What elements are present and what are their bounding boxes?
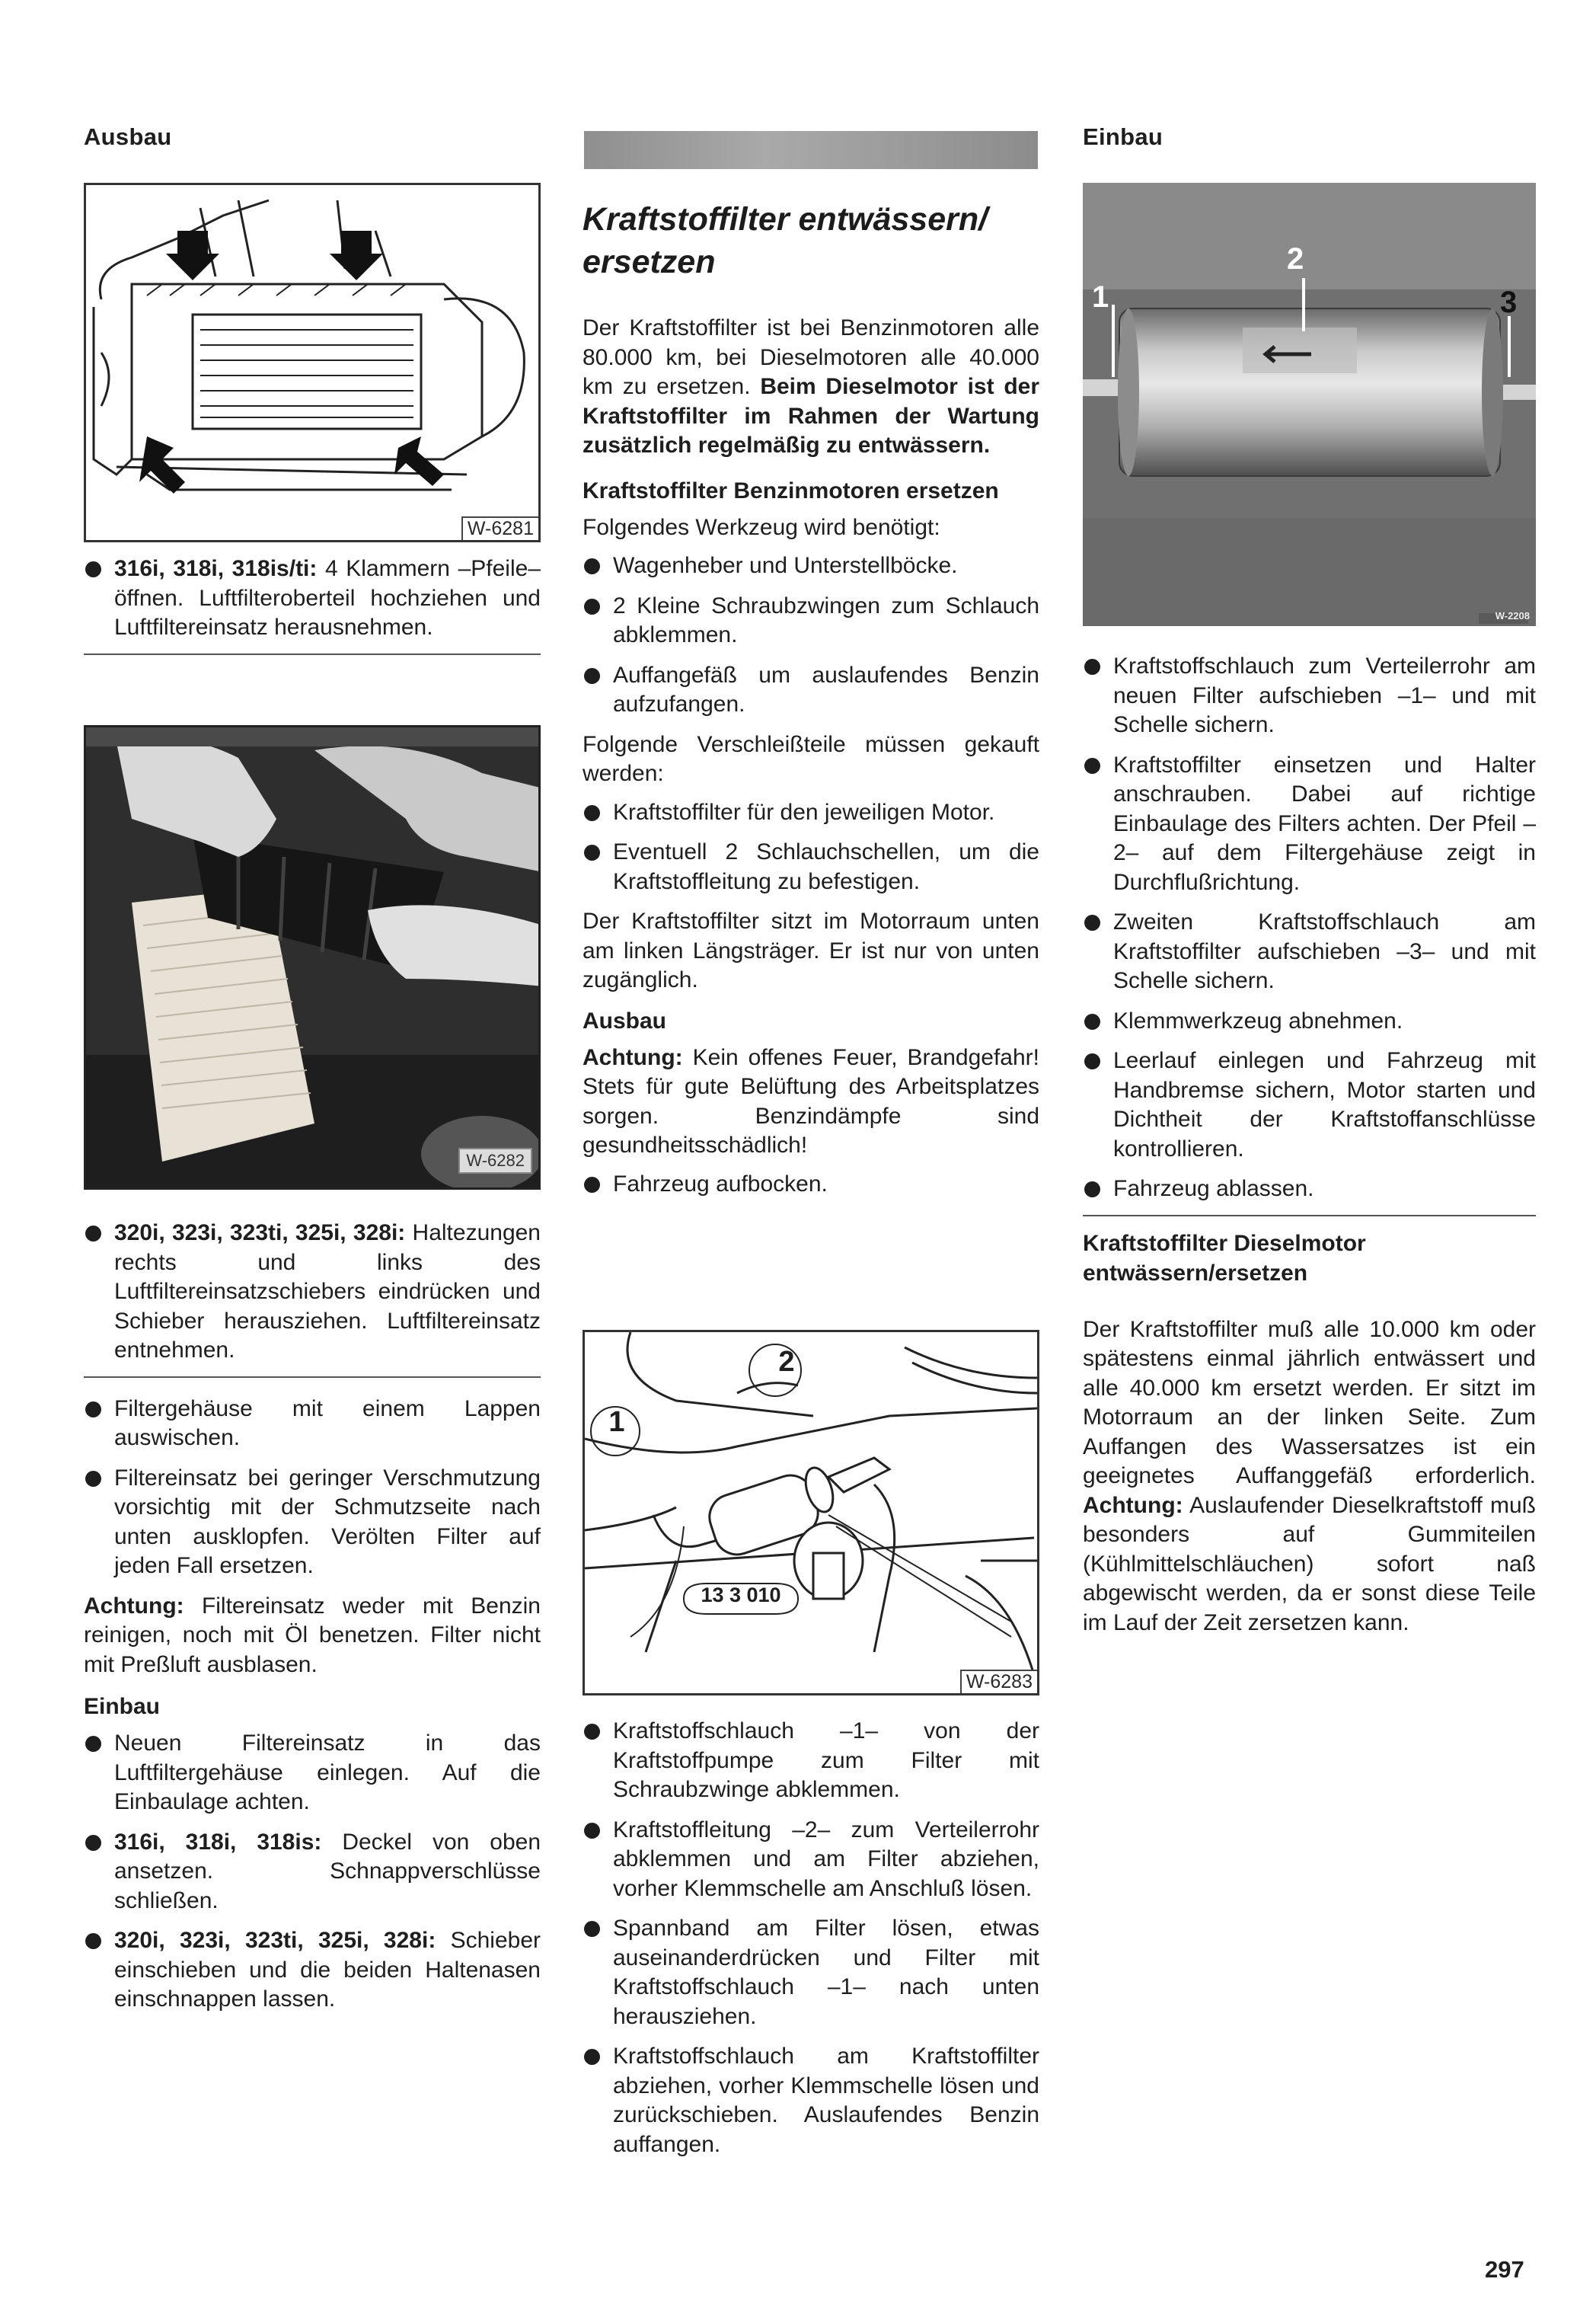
divider [1083, 1215, 1536, 1216]
air-filter-photo [84, 725, 541, 1190]
divider [84, 654, 541, 655]
divider [84, 1376, 541, 1378]
air-filter-diagram [86, 185, 538, 540]
list-item: Filtereinsatz bei geringer Verschmutzung vorsichtig mit der Schmutzseite nach unten ausklopfen. Verölten Filter auf jeden Fall ersetzen. [84, 1464, 541, 1581]
fuel-filter-photo [1083, 183, 1536, 626]
list-item: 316i, 318i, 318is: Deckel von oben ansetzen. Schnappverschlüsse schließen. [84, 1828, 541, 1916]
list-item: Neuen Filtereinsatz in das Luftfiltergehäuse einlegen. Auf die Einbaulage achten. [84, 1729, 541, 1817]
list-item: Auffangefäß um auslaufendes Benzin aufzufangen. [583, 661, 1039, 720]
photo-label-1: 1 [1092, 280, 1109, 314]
middle-text-block [583, 314, 1039, 1210]
header-bar [584, 131, 1038, 169]
list-item: Wagenheber und Unterstellböcke. [583, 551, 1039, 581]
list-item: Fahrzeug ablassen. [1083, 1174, 1536, 1204]
photo-label-2: 2 [1287, 242, 1304, 276]
photo-code: W-2208 [1495, 610, 1530, 622]
photo-illustration [86, 727, 541, 1190]
figure-code: W-6281 [461, 516, 540, 542]
list-item: Klemmwerkzeug abnehmen. [1083, 1007, 1536, 1037]
sub-heading-benzin: Kraftstoffilter Benzinmotoren ersetzen [583, 478, 999, 503]
list-block-1 [84, 554, 541, 672]
tools-intro: Folgendes Werkzeug wird benötigt: [583, 514, 940, 540]
fuel-filter-illustration [1083, 183, 1536, 626]
list-item: Filtergehäuse mit einem Lappen auswischen. [84, 1395, 541, 1453]
list-block-2 [84, 1219, 541, 2025]
intro-paragraph: Der Kraftstoffilter ist bei Benzinmotoren alle 80.000 km, bei Dieselmotoren alle 40.000 km zu ersetzen. Beim Dieselmotor ist der Kraftstoffilter im Rahmen der Wartung zusätzlich regelmäßig zu entwässern. [583, 315, 1040, 458]
middle-steps [583, 1717, 1039, 2170]
figure-code: W-6283 [960, 1670, 1039, 1695]
location-paragraph: Der Kraftstoffilter sitzt im Motorraum unten am linken Längsträger. Er ist nur von unten zugänglich. [583, 909, 1039, 992]
fuel-filter-drawing [583, 1330, 1039, 1695]
heading-einbau-left: Einbau [84, 1694, 161, 1719]
list-item: Kraftstoffschlauch –1– von der Kraftstoffpumpe zum Filter mit Schraubzwinge abklemmen. [583, 1717, 1039, 1805]
list-item: Kraftstoffilter einsetzen und Halter anschrauben. Dabei auf richtige Einbaulage des Filters achten. Der Pfeil –2– auf dem Filtergehäuse zeigt in Durchflußrichtung. [1083, 751, 1536, 898]
list-item: Spannband am Filter lösen, etwas auseinanderdrücken und Filter mit Kraftstoffschlauch –1– nach unten herausziehen. [583, 1914, 1039, 2031]
list-item: 316i, 318i, 318is/ti: 4 Klammern –Pfeile– öffnen. Luftfilteroberteil hochziehen und Luftfiltereinsatz herausnehmen. [84, 554, 541, 643]
list-item: 320i, 323i, 323ti, 325i, 328i: Haltezungen rechts und links des Luftfiltereinsatzschiebers eindrücken und Schieber herausziehen. Luftfiltereinsatz entnehmen. [84, 1219, 541, 1366]
fuel-filter-diagram [585, 1332, 1037, 1693]
page-number: 297 [1485, 2256, 1524, 2283]
heading-ausbau: Ausbau [84, 123, 172, 150]
tool-number: 13 3 010 [701, 1584, 781, 1606]
sub-heading-diesel: Kraftstoffilter Dieselmotor entwässern/ersetzen [1083, 1230, 1366, 1286]
right-text-block [1083, 652, 1536, 1647]
page-title: Kraftstoffilter entwässern/ ersetzen [583, 201, 988, 280]
parts-intro: Folgende Verschleißteile müssen gekauft werden: [583, 731, 1039, 786]
warning-paragraph: Achtung: Filtereinsatz weder mit Benzin reinigen, noch mit Öl benetzen. Filter nicht mit Preßluft ausblasen. [84, 1593, 541, 1677]
warning-paragraph: Achtung: Kein offenes Feuer, Brandgefahr! Stets für gute Belüftung des Arbeitsplatzes sorgen. Benzindämpfe sind gesundheitsschädlich! [583, 1044, 1039, 1158]
callout-2: 2 [778, 1346, 795, 1378]
list-item: Zweiten Kraftstoffschlauch am Kraftstoffilter aufschieben –3– und mit Schelle sichern. [1083, 908, 1536, 996]
list-item: Leerlauf einlegen und Fahrzeug mit Handbremse sichern, Motor starten und Dichtheit der Kraftstoffanschlüsse kontrollieren. [1083, 1047, 1536, 1164]
heading-ausbau-middle: Ausbau [583, 1008, 667, 1034]
list-item: Fahrzeug aufbocken. [583, 1170, 1039, 1200]
list-item: Kraftstoffschlauch am Kraftstoffilter abziehen, vorher Klemmschelle lösen und zurückschieben. Auslaufendes Benzin auffangen. [583, 2042, 1039, 2159]
callout-1: 1 [608, 1406, 625, 1438]
air-filter-drawing [84, 183, 541, 542]
photo-label-3: 3 [1500, 286, 1518, 319]
photo-code: W-6282 [458, 1148, 532, 1174]
list-item: 320i, 323i, 323ti, 325i, 328i: Schieber einschieben und die beiden Haltenasen einschnappen lassen. [84, 1926, 541, 2015]
list-item: Kraftstoffleitung –2– zum Verteilerrohr abklemmen und am Filter abziehen, vorher Klemmschelle am Anschluß lösen. [583, 1816, 1039, 1904]
list-item: Eventuell 2 Schlauchschellen, um die Kraftstoffleitung zu befestigen. [583, 838, 1039, 896]
list-item: 2 Kleine Schraubzwingen zum Schlauch abklemmen. [583, 592, 1039, 650]
list-item: Kraftstoffschlauch zum Verteilerrohr am neuen Filter aufschieben –1– und mit Schelle sichern. [1083, 652, 1536, 740]
list-item: Kraftstoffilter für den jeweiligen Motor. [583, 798, 1039, 828]
heading-einbau: Einbau [1083, 123, 1163, 150]
diesel-paragraph: Der Kraftstoffilter muß alle 10.000 km oder spätestens einmal jährlich entwässert und alle 40.000 km ersetzt werden. Er sitzt im Motorraum an der linken Seite. Zum Auffangen des Wassersatzes ist ein geeignetes Auffanggefäß erforderlich. Achtung: Auslaufender Dieselkraftstoff muß besonders auf Gummiteilen (Kühlmittelschläuchen) sofort naß abgewischt werden, da er sonst diese Teile im Lauf der Zeit zersetzen kann. [1083, 1316, 1536, 1635]
